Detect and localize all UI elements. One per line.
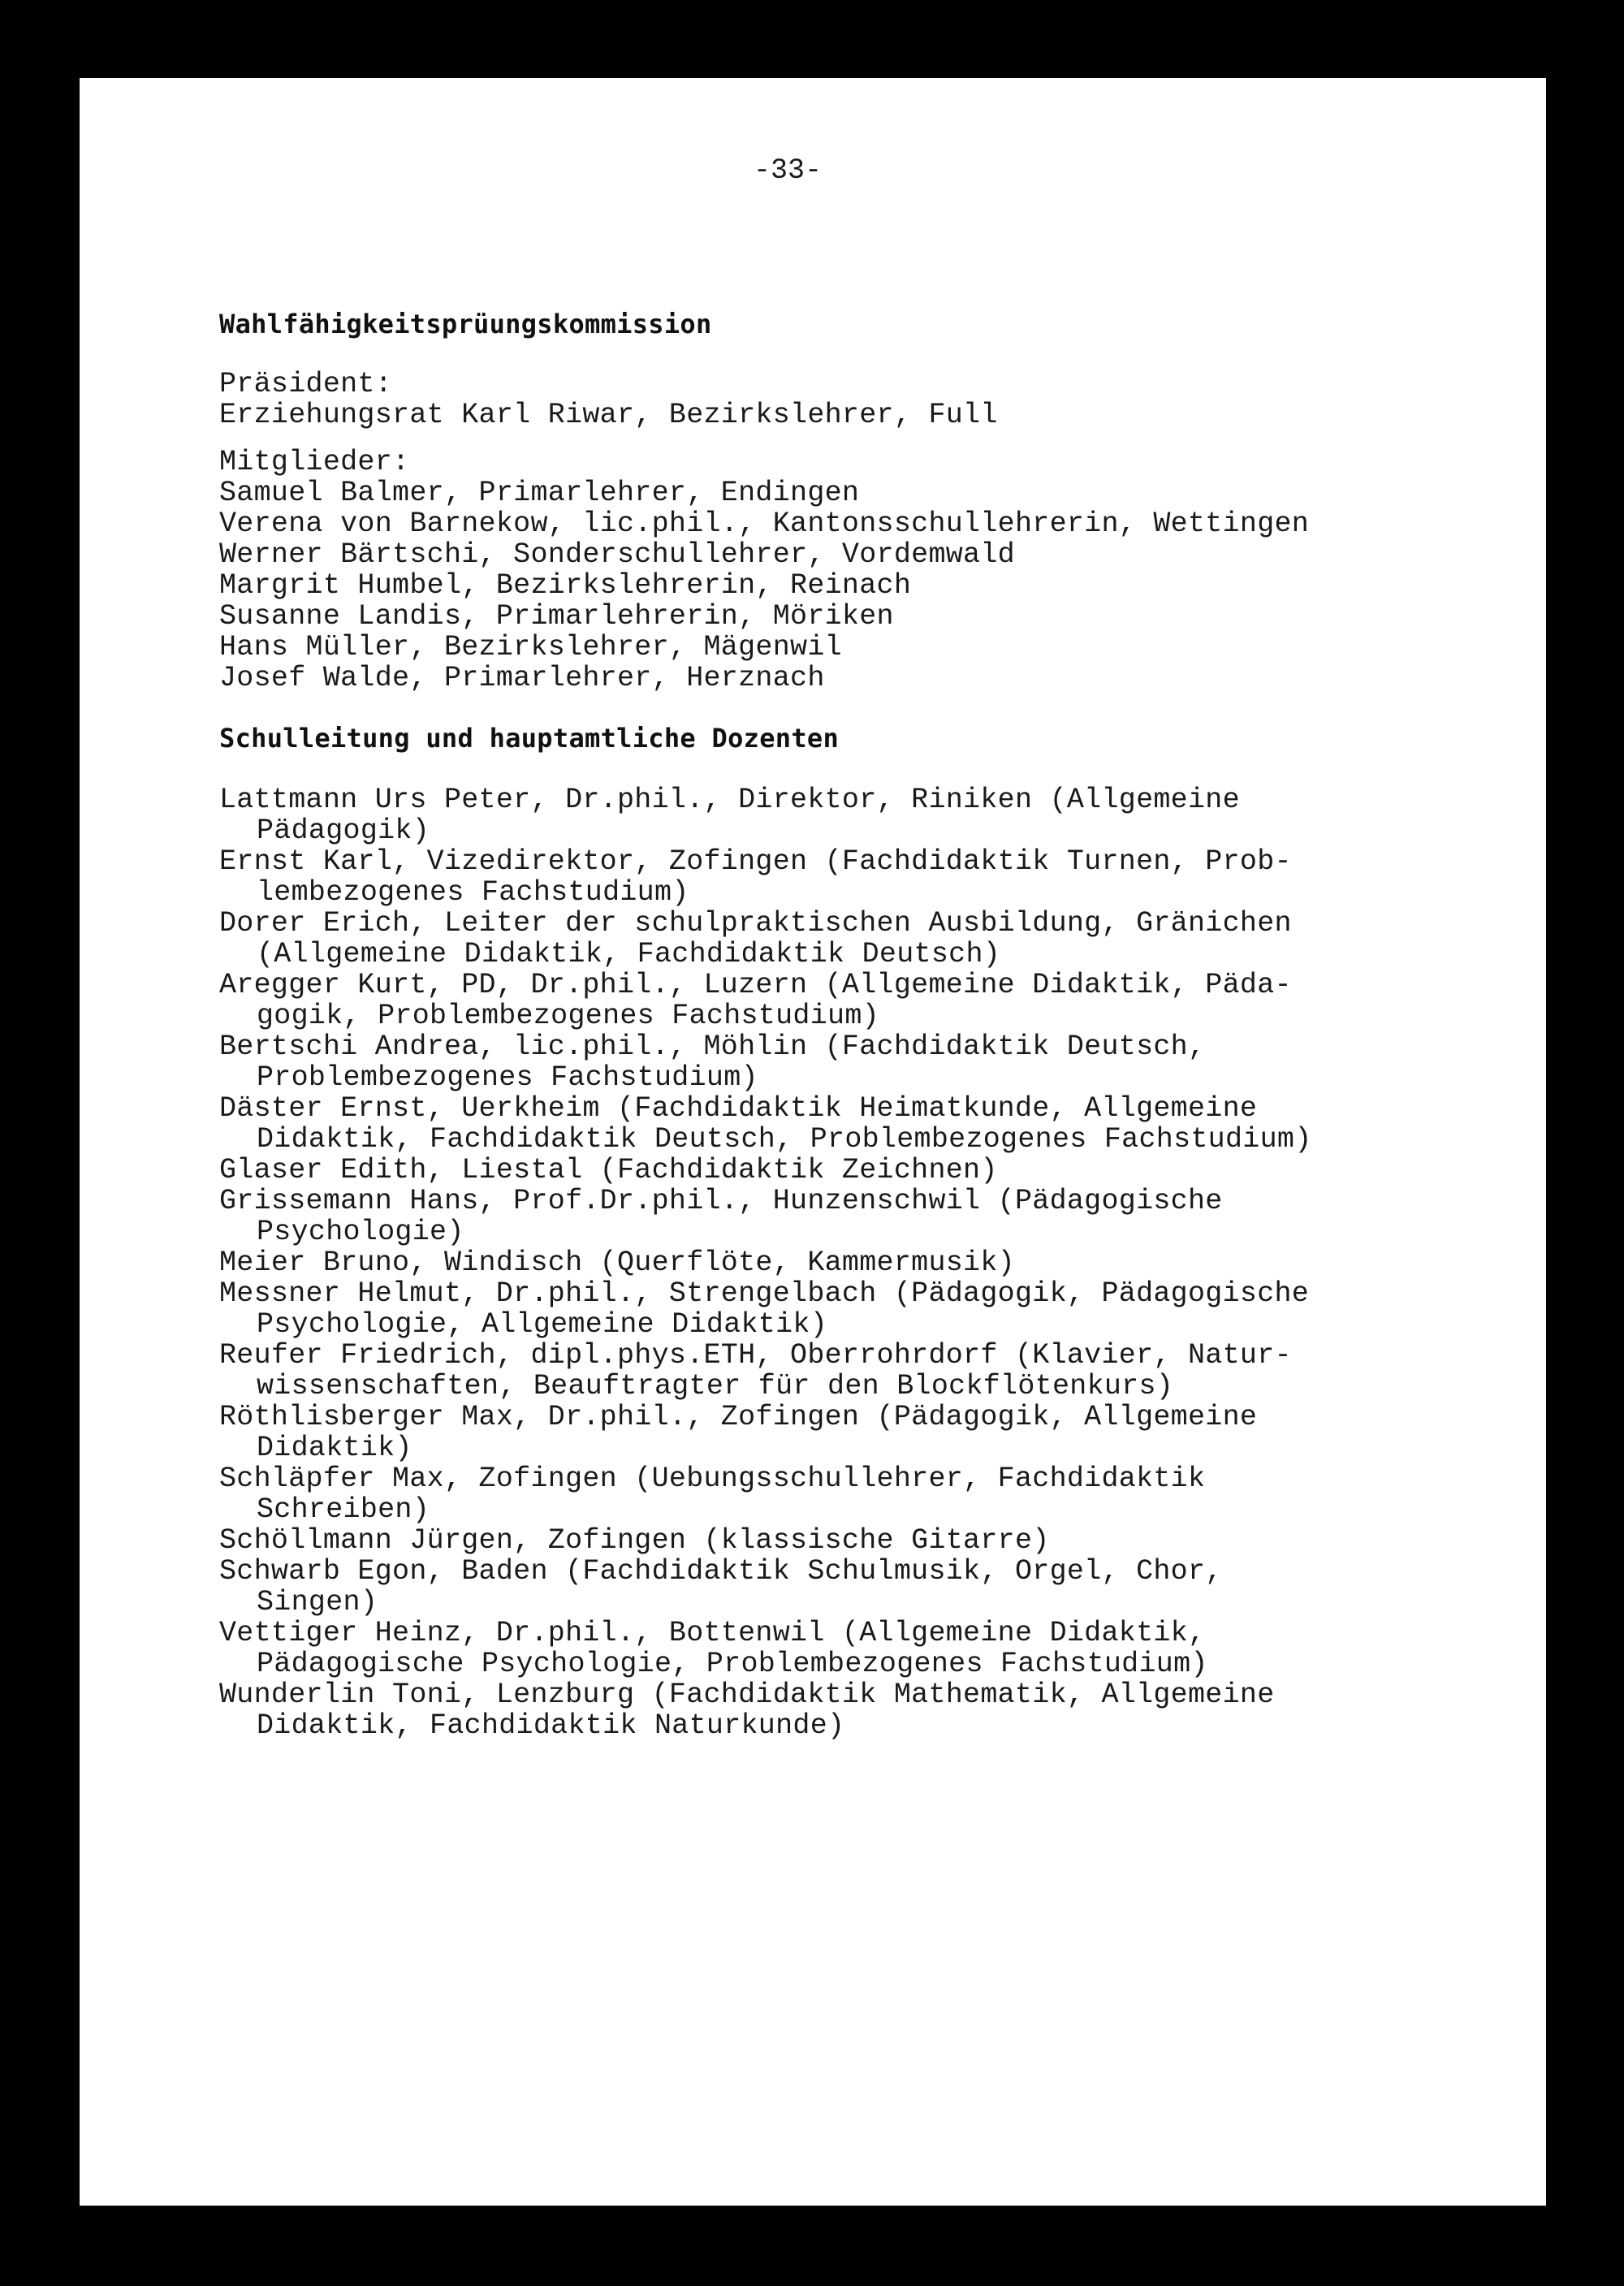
document-page: [80, 78, 1546, 2206]
staff-entry: Glaser Edith, Liestal (Fachdidaktik Zeichnen): [219, 1154, 998, 1186]
staff-entry: Meier Bruno, Windisch (Querflöte, Kammermusik): [219, 1247, 1015, 1279]
staff-entry-continuation: (Allgemeine Didaktik, Fachdidaktik Deutsch): [257, 938, 1001, 970]
staff-entry-continuation: Pädagogik): [257, 815, 430, 847]
staff-entry: Grissemann Hans, Prof.Dr.phil., Hunzenschwil (Pädagogische: [219, 1185, 1223, 1217]
staff-entry: Ernst Karl, Vizedirektor, Zofingen (Fachdidaktik Turnen, Prob-: [219, 845, 1292, 878]
staff-entry-continuation: Schreiben): [257, 1493, 430, 1526]
member-item: Josef Walde, Primarlehrer, Herznach: [219, 662, 825, 694]
staff-entry-continuation: lembezogenes Fachstudium): [257, 876, 689, 909]
staff-entry: Aregger Kurt, PD, Dr.phil., Luzern (Allgemeine Didaktik, Päda-: [219, 969, 1292, 1001]
staff-entry: Däster Ernst, Uerkheim (Fachdidaktik Heimatkunde, Allgemeine: [219, 1092, 1258, 1125]
staff-entry: Schwarb Egon, Baden (Fachdidaktik Schulmusik, Orgel, Chor,: [219, 1555, 1223, 1588]
staff-entry-continuation: Psychologie, Allgemeine Didaktik): [257, 1308, 828, 1341]
staff-entry-continuation: Pädagogische Psychologie, Problembezogenes Fachstudium): [257, 1648, 1208, 1680]
staff-heading: Schulleitung und hauptamtliche Dozenten: [219, 723, 840, 754]
staff-entry-continuation: Problembezogenes Fachstudium): [257, 1061, 758, 1094]
staff-entry-continuation: Didaktik): [257, 1432, 412, 1464]
staff-entry: Reufer Friedrich, dipl.phys.ETH, Oberrohrdorf (Klavier, Natur-: [219, 1339, 1292, 1372]
staff-entry: Dorer Erich, Leiter der schulpraktischen Ausbildung, Gränichen: [219, 907, 1292, 940]
staff-entry-continuation: Didaktik, Fachdidaktik Deutsch, Problembezogenes Fachstudium): [257, 1123, 1312, 1156]
president-label: Präsident:: [219, 368, 393, 400]
member-item: Verena von Barnekow, lic.phil., Kantonsschullehrerin, Wettingen: [219, 508, 1310, 540]
staff-entry: Lattmann Urs Peter, Dr.phil., Direktor, Riniken (Allgemeine: [219, 784, 1240, 816]
staff-entry-continuation: gogik, Problembezogenes Fachstudium): [257, 1000, 879, 1032]
staff-entry-continuation: Psychologie): [257, 1216, 464, 1248]
president-name: Erziehungsrat Karl Riwar, Bezirkslehrer, Full: [219, 399, 998, 431]
member-item: Susanne Landis, Primarlehrerin, Möriken: [219, 600, 894, 633]
commission-heading: Wahlfähigkeitsprüungskommission: [219, 309, 712, 339]
staff-entry: Wunderlin Toni, Lenzburg (Fachdidaktik Mathematik, Allgemeine: [219, 1679, 1275, 1711]
staff-entry: Röthlisberger Max, Dr.phil., Zofingen (Pädagogik, Allgemeine: [219, 1401, 1258, 1433]
staff-entry-continuation: wissenschaften, Beauftragter für den Blockflötenkurs): [257, 1370, 1174, 1402]
members-label: Mitglieder:: [219, 446, 410, 478]
member-item: Samuel Balmer, Primarlehrer, Endingen: [219, 477, 860, 509]
staff-entry: Bertschi Andrea, lic.phil., Möhlin (Fachdidaktik Deutsch,: [219, 1031, 1206, 1063]
staff-entry-continuation: Singen): [257, 1586, 378, 1618]
member-item: Werner Bärtschi, Sonderschullehrer, Vordemwald: [219, 538, 1015, 571]
staff-entry-continuation: Didaktik, Fachdidaktik Naturkunde): [257, 1709, 845, 1742]
staff-entry: Schöllmann Jürgen, Zofingen (klassische Gitarre): [219, 1524, 1050, 1557]
staff-entry: Vettiger Heinz, Dr.phil., Bottenwil (Allgemeine Didaktik,: [219, 1617, 1206, 1649]
member-item: Hans Müller, Bezirkslehrer, Mägenwil: [219, 631, 842, 663]
staff-entry: Messner Helmut, Dr.phil., Strengelbach (Pädagogik, Pädagogische: [219, 1277, 1310, 1310]
page-number: -33-: [754, 154, 823, 187]
staff-entry: Schläpfer Max, Zofingen (Uebungsschullehrer, Fachdidaktik: [219, 1463, 1206, 1495]
member-item: Margrit Humbel, Bezirkslehrerin, Reinach: [219, 569, 912, 602]
